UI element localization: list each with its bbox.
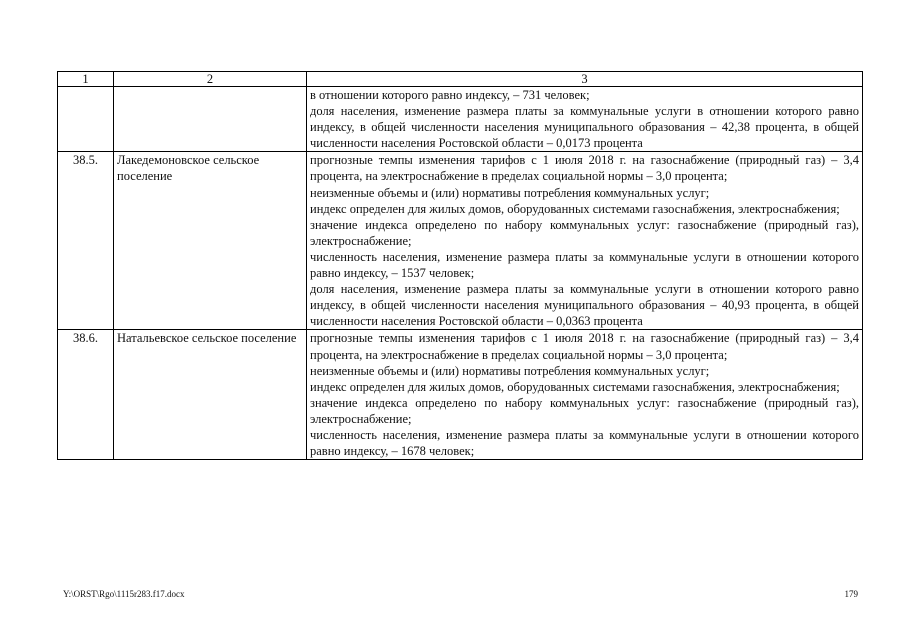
- description-paragraph: значение индекса определено по набору коммунальных услуг: газоснабжение (природный газ), электроснабжение;: [310, 217, 859, 248]
- description-paragraph: индекс определен для жилых домов, оборудованных системами газоснабжения, электроснабжения;: [310, 201, 840, 216]
- footer-file-path: Y:\ORST\Rgo\1115r283.f17.docx: [63, 589, 185, 599]
- table-row: [58, 330, 863, 460]
- indicator-description: [307, 87, 863, 152]
- row-number: 38.6.: [58, 330, 114, 460]
- description-paragraph: доля населения, изменение размера платы за коммунальные услуги в отношении которого равно индексу, в общей численности населения муниципального образования – 42,38 процента, в общей численности населения Ростовской области – 0,0173 процента: [310, 104, 859, 151]
- description-paragraph: прогнозные темпы изменения тарифов с 1 июля 2018 г. на газоснабжение (природный газ) – 3,4 процента, на электроснабжение в пределах социальной нормы – 3,0 процента;: [310, 331, 859, 362]
- description-paragraph: в отношении которого равно индексу, – 731 человек;: [310, 88, 590, 102]
- indicator-description: [307, 330, 863, 460]
- settlement-name: [114, 87, 307, 152]
- row-number: [58, 87, 114, 152]
- description-paragraph: численность населения, изменение размера платы за коммунальные услуги в отношении которого равно индексу, – 1537 человек;: [310, 249, 859, 281]
- indicator-description: [307, 152, 863, 330]
- description-paragraph: значение индекса определено по набору коммунальных услуг: газоснабжение (природный газ), электроснабжение;: [310, 395, 859, 426]
- description-paragraph: неизменные объемы и (или) нормативы потребления коммунальных услуг;: [310, 185, 710, 200]
- table-row: [58, 87, 863, 152]
- description-paragraph: индекс определен для жилых домов, оборудованных системами газоснабжения, электроснабжения;: [310, 379, 840, 394]
- document-table: [57, 71, 863, 460]
- table-row: [58, 152, 863, 330]
- description-paragraph: численность населения, изменение размера платы за коммунальные услуги в отношении которого равно индексу, – 1678 человек;: [310, 427, 859, 459]
- row-number: 38.5.: [58, 152, 114, 330]
- header-col-2: 2: [114, 72, 307, 87]
- description-paragraph: прогнозные темпы изменения тарифов с 1 июля 2018 г. на газоснабжение (природный газ) – 3,4 процента, на электроснабжение в пределах социальной нормы – 3,0 процента;: [310, 153, 859, 184]
- page-number: 179: [844, 589, 858, 599]
- settlement-name: Лакедемоновское сельское поселение: [114, 152, 307, 330]
- settlement-name: Натальевское сельское поселение: [114, 330, 307, 460]
- header-col-1: 1: [58, 72, 114, 87]
- description-paragraph: неизменные объемы и (или) нормативы потребления коммунальных услуг;: [310, 363, 710, 378]
- table-header-row: [58, 72, 863, 87]
- description-paragraph: доля населения, изменение размера платы за коммунальные услуги в отношении которого равно индексу, в общей численности населения муниципального образования – 40,93 процента, в общей численности населения Ростовской области – 0,0363 процента: [310, 282, 859, 329]
- header-col-3: 3: [307, 72, 863, 87]
